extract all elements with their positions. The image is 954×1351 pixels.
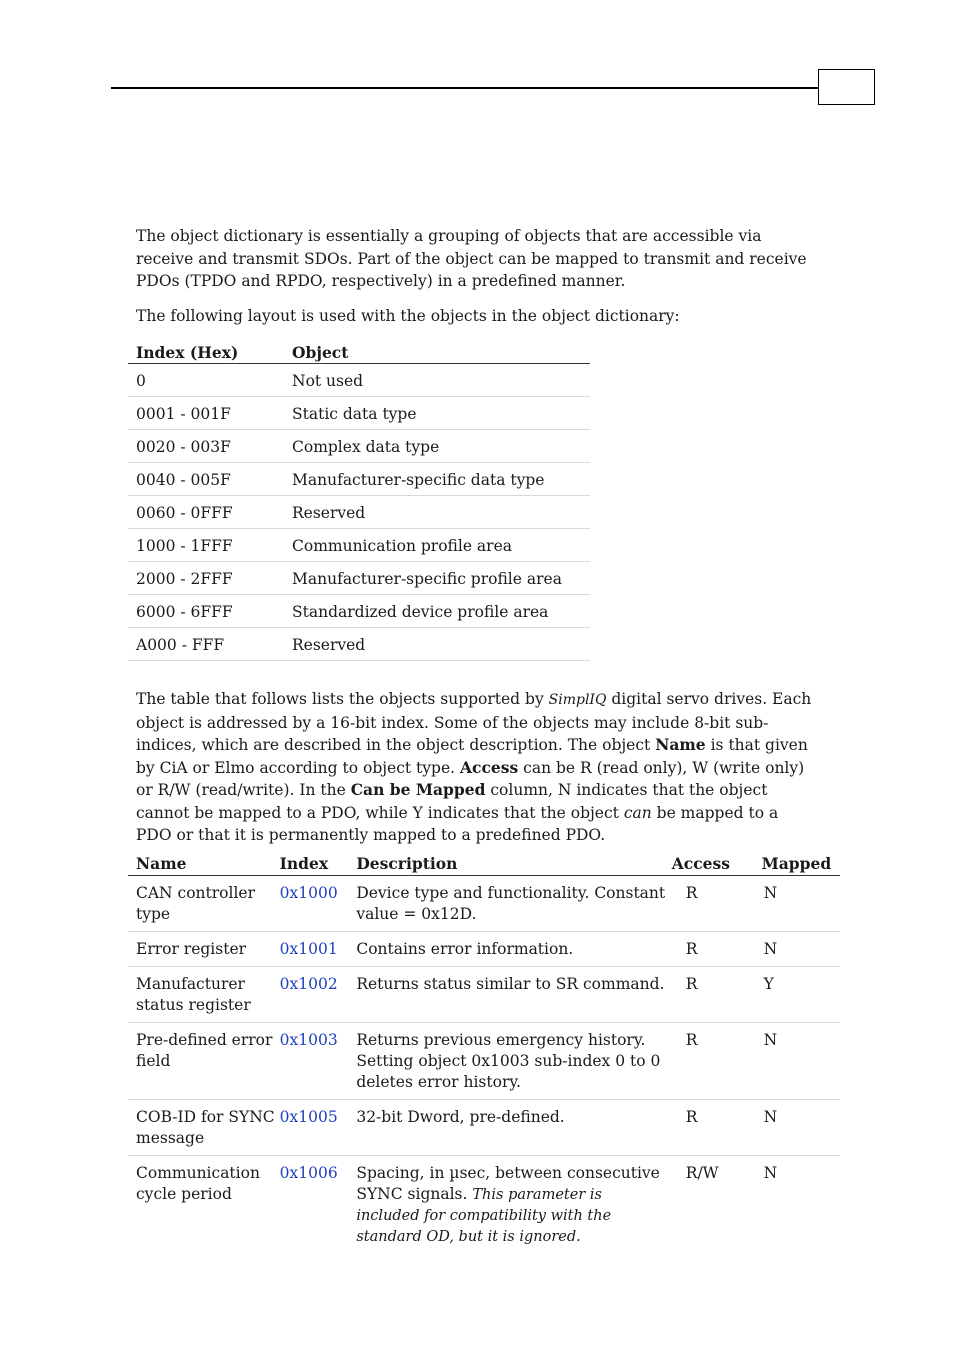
header-name: Name: [128, 853, 280, 876]
layout-index-cell: 1000 - 1FFF: [128, 529, 284, 562]
layout-object-cell: Manufacturer-specific data type: [284, 463, 590, 496]
layout-row: [128, 529, 590, 562]
object-row: [128, 967, 840, 1023]
layout-index-cell: 6000 - 6FFF: [128, 595, 284, 628]
layout-index-cell: 0001 - 001F: [128, 397, 284, 430]
object-mapped: N: [762, 876, 840, 932]
object-name: Manufacturer status register: [128, 967, 280, 1023]
layout-table: [128, 340, 590, 661]
header-access: Access: [668, 853, 762, 876]
object-description: Returns status similar to SR command.: [356, 967, 667, 1023]
object-name: CAN controller type: [128, 876, 280, 932]
page-number-box: [818, 69, 875, 105]
object-row: [128, 932, 840, 967]
object-access: R: [668, 967, 762, 1023]
layout-object-cell: Standardized device profile area: [284, 595, 590, 628]
header-rule: [111, 87, 819, 89]
term-access: Access: [460, 757, 519, 777]
object-mapped: N: [763, 1164, 778, 1182]
layout-index-cell: 0040 - 005F: [128, 463, 284, 496]
desc-text: The table that follows lists the objects supported by: [136, 690, 549, 708]
layout-index-cell: 2000 - 2FFF: [128, 562, 284, 595]
layout-row: [128, 430, 590, 463]
object-description: Contains error information.: [356, 932, 667, 967]
layout-row: [128, 628, 590, 661]
layout-row: [128, 364, 590, 397]
object-name: Error register: [128, 932, 280, 967]
layout-row: [128, 595, 590, 628]
object-mapped: N: [762, 1023, 840, 1100]
layout-object-cell: Communication profile area: [284, 529, 590, 562]
term-name: Name: [655, 735, 706, 754]
object-description: Device type and functionality. Constant value = 0x12D.: [356, 876, 667, 932]
desc-text: column, N indicates that the object cannot be mapped to a PDO, while Y indicates that the object: [136, 781, 768, 822]
layout-object-cell: Static data type: [284, 397, 590, 430]
layout-object-cell: Reserved: [284, 628, 590, 661]
object-name: Pre-defined error field: [128, 1023, 280, 1100]
term-can-be-mapped: Can be Mapped: [350, 780, 486, 799]
object-row: [128, 1100, 840, 1156]
object-index-link[interactable]: 0x1003: [279, 1031, 338, 1049]
layout-row: [128, 562, 590, 595]
layout-index-cell: 0: [128, 364, 284, 397]
term-can: can: [623, 803, 652, 822]
layout-header-object: Object: [284, 340, 590, 364]
objects-table: [128, 853, 840, 1253]
object-description-cell: [356, 1156, 667, 1254]
intro-paragraph-2: The following layout is used with the objects in the object dictionary:: [136, 307, 680, 325]
intro-paragraph-1: The object dictionary is essentially a grouping of objects that are accessible via receive and transmit SDOs. Part of the object can be mapped to transmit and receive PDOs (TPDO and RPDO, respectively) in a predefined manner.: [136, 227, 807, 290]
object-mapped: N: [762, 932, 840, 967]
header-description: Description: [356, 853, 667, 876]
object-note: This parameter is included for compatibility with the standard OD, but it is ignored.: [356, 1187, 612, 1245]
object-row: [128, 1023, 840, 1100]
object-access: R/W: [685, 1164, 719, 1182]
layout-row: [128, 496, 590, 529]
layout-index-cell: 0020 - 003F: [128, 430, 284, 463]
header-mapped: Mapped: [762, 853, 840, 876]
layout-table-header: [128, 340, 590, 364]
object-row: [128, 1156, 840, 1254]
object-index-link[interactable]: 0x1001: [279, 940, 338, 958]
object-index-link[interactable]: 0x1005: [279, 1108, 338, 1126]
object-name: Communication cycle period: [136, 1164, 260, 1203]
object-access: R: [668, 876, 762, 932]
desc-text: is that given by CiA or Elmo according to object type.: [136, 736, 808, 777]
layout-index-cell: 0060 - 0FFF: [128, 496, 284, 529]
layout-row: [128, 397, 590, 430]
object-access: R: [668, 1023, 762, 1100]
object-access: R: [668, 1100, 762, 1156]
object-description: Spacing, in µsec, between consecutive SYNC signals.: [356, 1164, 660, 1203]
object-name: COB-ID for SYNC message: [128, 1100, 280, 1156]
object-row: [128, 876, 840, 932]
product-brand-name: SimplIQ: [548, 692, 607, 708]
header-index: Index: [280, 853, 357, 876]
object-index-link[interactable]: 0x1002: [279, 975, 338, 993]
layout-object-cell: Complex data type: [284, 430, 590, 463]
layout-object-cell: Reserved: [284, 496, 590, 529]
desc-text: be mapped to a PDO or that it is permanently mapped to a predefined PDO.: [136, 803, 779, 844]
objects-table-header: [128, 853, 840, 876]
desc-text: digital servo drives. Each object is addressed by a 16-bit index. Some of the objects may include 8-bit sub-indices, which are described in the object description. The object: [136, 690, 812, 754]
object-mapped: N: [762, 1100, 840, 1156]
layout-row: [128, 463, 590, 496]
layout-object-cell: Not used: [284, 364, 590, 397]
layout-object-cell: Manufacturer-specific profile area: [284, 562, 590, 595]
object-description: 32-bit Dword, pre-defined.: [356, 1100, 667, 1156]
objects-description-paragraph: [136, 688, 812, 847]
desc-text: can be R (read only), W (write only) or R/W (read/write). In the: [136, 758, 805, 799]
object-mapped: Y: [762, 967, 840, 1023]
object-access: R: [668, 932, 762, 967]
object-index-link[interactable]: 0x1006: [279, 1164, 338, 1182]
layout-index-cell: A000 - FFF: [128, 628, 284, 661]
layout-header-index: Index (Hex): [128, 340, 284, 364]
object-index-link[interactable]: 0x1000: [279, 884, 338, 902]
object-description: Returns previous emergency history. Setting object 0x1003 sub-index 0 to 0 deletes error history.: [356, 1023, 667, 1100]
